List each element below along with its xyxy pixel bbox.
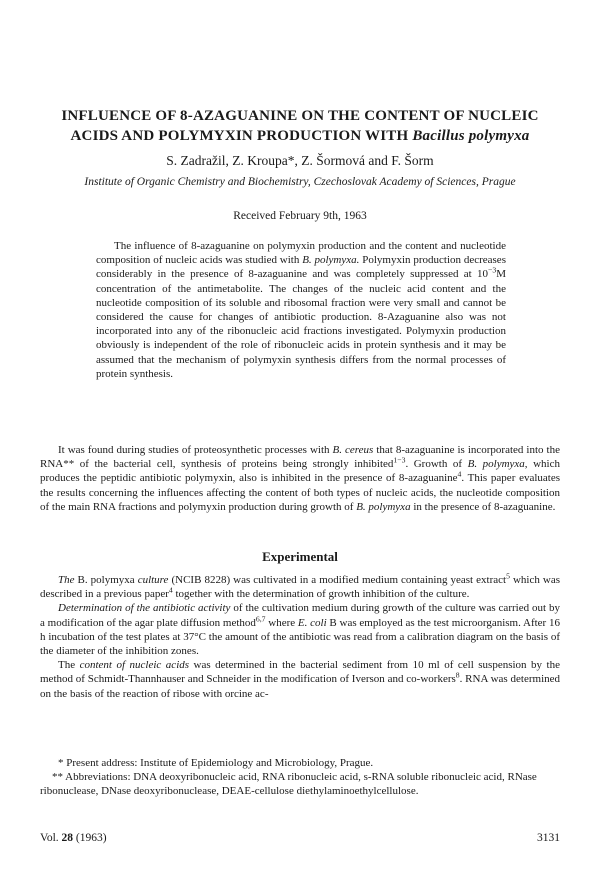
abstract — [96, 239, 506, 381]
abstract-text-1: The influence of 8-azaguanine on polymyxin production and the content and nucleotide composition of nucleic acids was studied with — [96, 240, 506, 267]
affiliation: Institute of Organic Chemistry and Biochemistry, Czechoslovak Academy of Sciences, Prague — [84, 176, 516, 188]
p2-ref-6-7: 6,7 — [255, 613, 266, 623]
intro-species-cereus: B. cereus — [332, 444, 374, 456]
page-number: 3131 — [537, 832, 560, 844]
p1-ref-4: 4 — [168, 585, 173, 595]
section-heading-experimental: Experimental — [262, 549, 338, 564]
author-list: S. Zadražil, Z. Kroupa*, Z. Šormová and F. Šorm — [166, 153, 434, 168]
p2-heading: Determination of the antibiotic activity — [58, 602, 231, 615]
culture-paragraph — [40, 573, 560, 601]
p3-heading: content of nucleic acids — [79, 659, 190, 672]
p1-text-b: (NCIB 8228) was cultivated in a modified medium containing yeast extract — [168, 574, 507, 586]
p3-the: The — [58, 659, 80, 672]
intro-species-polymyxa: B. polymyxa — [467, 458, 525, 471]
introduction — [40, 443, 560, 514]
intro-text-c: . Growth of — [405, 458, 468, 471]
received-date: Received February 9th, 1963 — [233, 210, 367, 222]
intro-species-polymyxa-2: B. polymyxa — [356, 500, 411, 513]
p2-species: E. coli — [297, 616, 327, 629]
volume-label: Vol. — [40, 832, 62, 844]
article-title — [30, 106, 570, 146]
title-line-1: INFLUENCE OF 8-AZAGUANINE ON THE CONTENT OF NUCLEIC — [61, 108, 539, 124]
p1-text-a: B. polymyxa — [74, 574, 138, 586]
title-species: Bacillus polymyxa — [412, 128, 530, 144]
nucleic-acids-paragraph — [40, 658, 560, 701]
title-line-2-main: ACIDS AND POLYMYXIN PRODUCTION WITH — [70, 128, 413, 144]
experimental-body — [40, 573, 560, 701]
intro-ref-1-3: 1−3 — [393, 455, 406, 465]
title-line-2 — [30, 126, 570, 146]
p1-text-d: together with the determination of growth inhibition of the culture. — [172, 588, 470, 601]
p1-ref-5: 5 — [506, 571, 510, 581]
p1-the: The — [58, 574, 75, 586]
journal-volume — [40, 832, 107, 844]
p3-text-b: . RNA was determined on the basis of the reaction of ribose with orcine ac- — [40, 673, 561, 700]
intro-text-f: in the presence of 8-azaguanine. — [410, 500, 556, 513]
volume-year: (1963) — [73, 832, 107, 844]
intro-paragraph — [40, 443, 560, 514]
p1-text-c: which was described in a previous paper — [40, 574, 560, 601]
p1-culture: culture — [137, 574, 169, 586]
abstract-paragraph — [96, 239, 506, 381]
intro-text-e: . This paper evaluates the results concerning the influences affecting the content of both types of nucleic acids, the nucleotide composition of the main RNA fractions and polymyxin production during growth of — [40, 472, 560, 513]
abstract-text-3: M concentration of the antimetabolite. The changes of the nucleic acid content and the nucleotide composition of its soluble and ribosomal fraction were very small and cannot be considered the cause for changes of antibiotic production. 8-Azaguanine also was not incorporated into any of the ribonucleic acid fractions investigated. Polymyxin production obviously is independent of the role of ribonucleic acids in protein synthesis and it may be assumed that the mechanism of polymyxin synthesis differs from the normal processes of protein synthesis. — [96, 268, 506, 380]
abstract-species: B. polymyxa. — [302, 254, 360, 267]
intro-text-d: , which produces the peptidic antibiotic polymyxin, also is inhibited in the presence of 8-azaguanine — [40, 458, 560, 485]
antibiotic-activity-paragraph — [40, 601, 560, 658]
p3-ref-8: 8 — [455, 670, 460, 680]
footnotes — [40, 756, 560, 799]
footnote-1: * Present address: Institute of Epidemiology and Microbiology, Prague. — [58, 757, 374, 769]
intro-ref-4: 4 — [457, 469, 462, 479]
abstract-text-2: Polymyxin production decreases considerably in the presence of 8-azaguanine and was completely suppressed at 10 — [96, 254, 506, 281]
intro-text-a: It was found during studies of proteosynthetic processes with — [58, 444, 333, 456]
p2-text-b: where — [265, 616, 298, 629]
p2-text-a: of the cultivation medium during growth of the culture was carried out by a modification of the agar plate diffusion method — [40, 602, 561, 629]
intro-text-b: that 8-azaguanine is incorporated into the RNA** of the bacterial cell, synthesis of proteins being strongly inhibited — [40, 444, 560, 471]
volume-number: 28 — [61, 832, 74, 844]
footnote-2: ** Abbreviations: DNA deoxyribonucleic acid, RNA ribonucleic acid, s-RNA soluble ribonucleic acid, RNase ribonuclease, DNase deoxyribonuclease, DEAE-cellulose diethylaminoethylcellulose. — [40, 771, 537, 798]
p3-text-a: was determined in the bacterial sediment from 10 ml of cell suspension by the method of Schmidt-Thannhauser and Schneider in the modification of Iverson and co-workers — [40, 659, 560, 686]
p2-text-c: B was employed as the test microorganism. After 16 h incubation of the test plates at 37°C the amount of the antibiotic was read from a calibration diagram on the basis of the diameter of the inhibition zones. — [40, 616, 560, 658]
abstract-exponent: −3 — [488, 265, 497, 275]
